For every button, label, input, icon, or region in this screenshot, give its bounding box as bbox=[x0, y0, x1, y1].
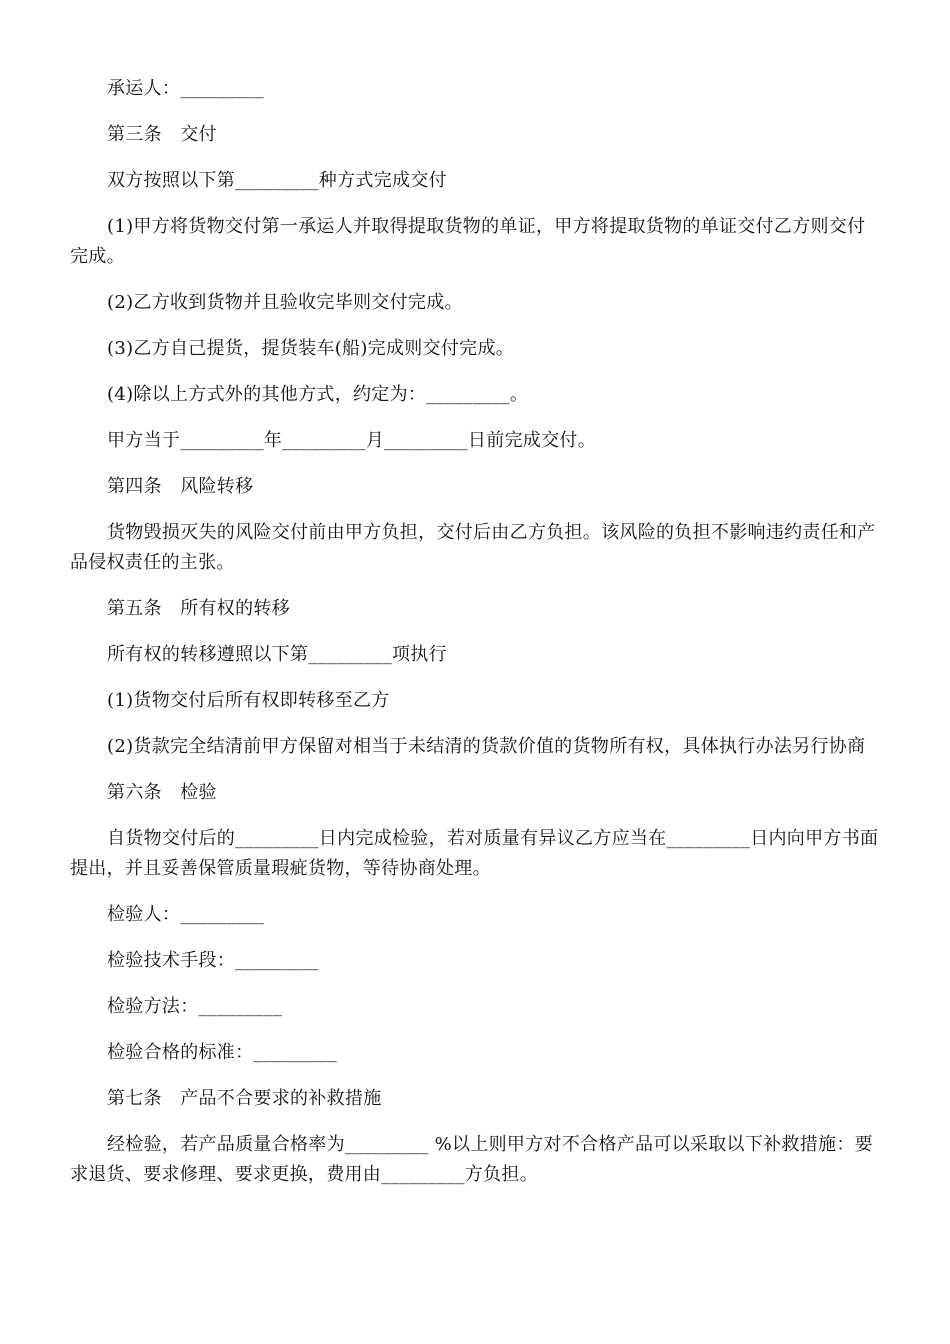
inspection-period-text: 自货物交付后的_________日内完成检验，若对质量有异议乙方应当在_________日内向甲方书面提出，并且妥善保管质量瑕疵货物，等待协商处理。 bbox=[70, 828, 879, 879]
delivery-date-line: 甲方当于_________年_________月_________日前完成交付。 bbox=[107, 430, 596, 451]
document-page bbox=[70, 74, 880, 1206]
ownership-option-1: (1)货物交付后所有权即转移至乙方 bbox=[107, 690, 390, 711]
delivery-method-line: 双方按照以下第_________种方式完成交付 bbox=[107, 170, 447, 191]
inspection-technique-line: 检验技术手段：_________ bbox=[107, 950, 319, 971]
inspection-standard-line: 检验合格的标准：_________ bbox=[107, 1042, 338, 1063]
delivery-option-2: (2)乙方收到货物并且验收完毕则交付完成。 bbox=[107, 292, 463, 313]
inspector-line: 检验人：_________ bbox=[107, 904, 264, 925]
article-6-heading: 第六条 检验 bbox=[107, 782, 217, 803]
inspection-method-line: 检验方法：_________ bbox=[107, 996, 283, 1017]
delivery-option-4: (4)除以上方式外的其他方式，约定为：_________。 bbox=[107, 384, 529, 405]
risk-transfer-text: 货物毁损灭失的风险交付前由甲方负担，交付后由乙方负担。该风险的负担不影响违约责任和产品侵权责任的主张。 bbox=[70, 522, 876, 573]
delivery-option-1: (1)甲方将货物交付第一承运人并取得提取货物的单证，甲方将提取货物的单证交付乙方则交付完成。 bbox=[70, 216, 866, 267]
delivery-option-3: (3)乙方自己提货，提货装车(船)完成则交付完成。 bbox=[107, 338, 515, 359]
ownership-method-line: 所有权的转移遵照以下第_________项执行 bbox=[107, 644, 447, 665]
remedy-text: 经检验，若产品质量合格率为_________ %以上则甲方对不合格产品可以采取以下补救措施：要求退货、要求修理、要求更换，费用由_________方负担。 bbox=[70, 1134, 873, 1185]
ownership-option-2: (2)货款完全结清前甲方保留对相当于未结清的货款价值的货物所有权，具体执行办法另行协商 bbox=[107, 736, 866, 757]
article-7-heading: 第七条 产品不合要求的补救措施 bbox=[107, 1088, 382, 1109]
article-3-heading: 第三条 交付 bbox=[107, 124, 217, 145]
carrier-line: 承运人：_________ bbox=[107, 78, 264, 99]
article-5-heading: 第五条 所有权的转移 bbox=[107, 598, 290, 619]
article-4-heading: 第四条 风险转移 bbox=[107, 476, 254, 497]
